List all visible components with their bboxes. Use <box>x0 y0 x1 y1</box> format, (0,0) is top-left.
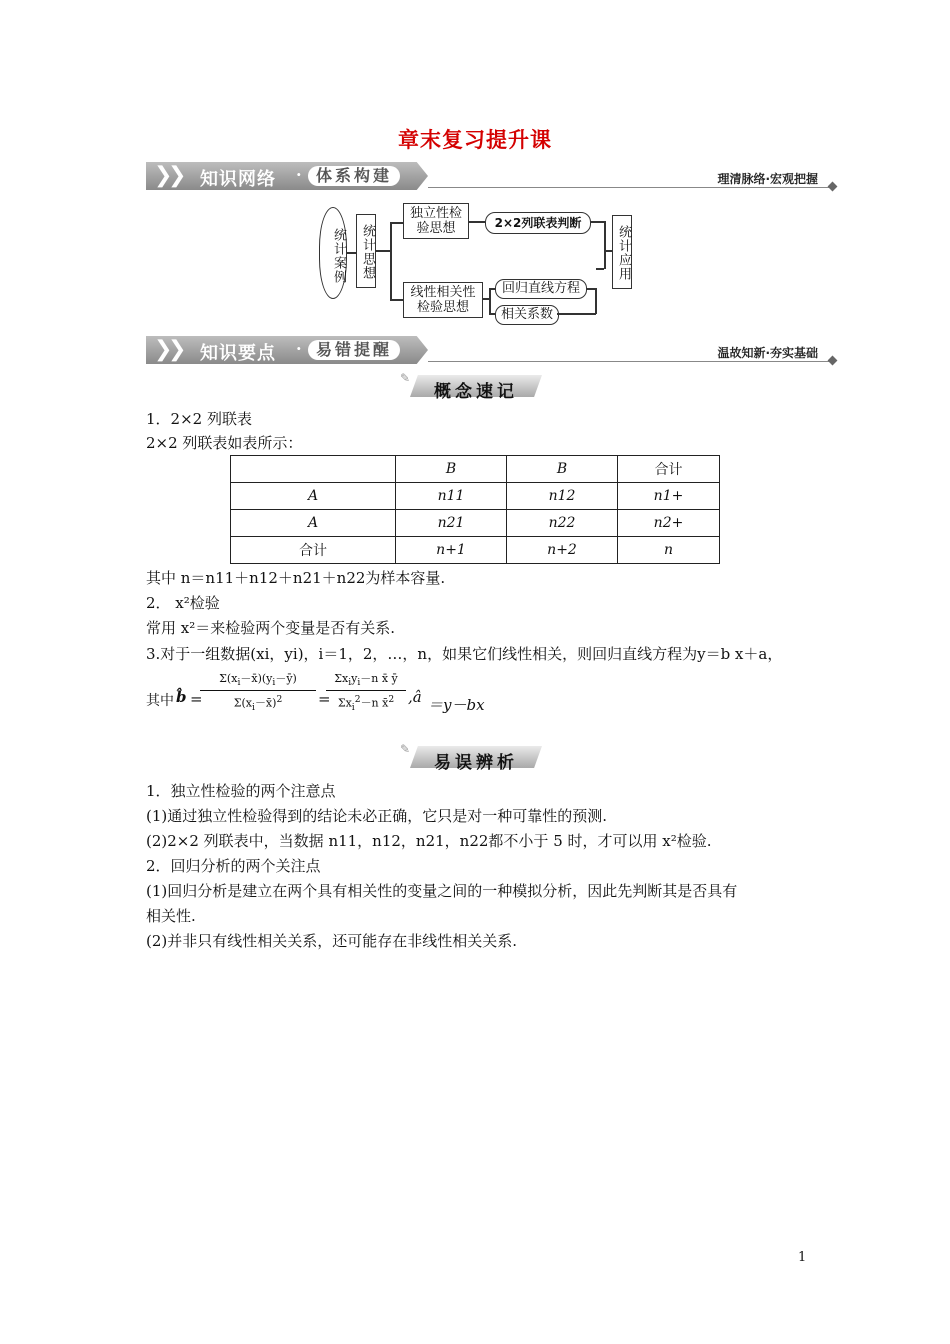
connector <box>604 221 606 269</box>
connector <box>390 222 392 300</box>
banner-pill: 易错提醒 <box>308 340 400 360</box>
table-cell: n12 <box>507 483 618 510</box>
diagram-root: 统计案例 <box>319 207 347 299</box>
connector <box>604 250 612 252</box>
banner-dot: · <box>296 165 302 184</box>
subsection-label: 易误辨析 <box>434 753 518 773</box>
table-row <box>231 456 720 483</box>
chevron-icon: ❯ <box>168 163 187 188</box>
table-cell: A <box>231 483 396 510</box>
table-cell: n2+ <box>618 510 720 537</box>
fraction-2-numerator: $\Sigma x_iy_i-n$ x̄ ȳ <box>326 670 406 691</box>
diagram-linear-label: 线性相关性检验思想 <box>410 285 476 315</box>
concept-item3-text: 3.对于一组数据(xi，yi)，i＝1，2，…，n，如果它们线性相关，则回归直线方程为y＝b x＋a， <box>146 645 783 663</box>
banner-rule <box>428 187 832 188</box>
table-cell: n+2 <box>507 537 618 564</box>
connector <box>390 299 403 301</box>
diagram-table-judge: 2×2列联表判断 <box>485 212 591 234</box>
connector <box>469 221 485 223</box>
connector <box>347 252 356 254</box>
diagram-independence <box>403 203 469 239</box>
table-cell: n21 <box>396 510 507 537</box>
connector <box>390 222 403 224</box>
diagram-independence-label: 独立性检验思想 <box>409 206 462 236</box>
concept-item2-text: 常用 x²＝来检验两个变量是否有关系. <box>146 619 396 637</box>
pencil-icon: ✎ <box>400 742 411 756</box>
section-banner-key-points <box>146 336 836 366</box>
error-2-point-1b: 相关性. <box>146 907 196 925</box>
fraction-1-denominator: $\Sigma(x_i-x̄)^2$ <box>233 694 283 714</box>
error-1-title: 1．独立性检验的两个注意点 <box>146 782 336 800</box>
connector <box>557 313 596 315</box>
concept-item1-note: 其中 n＝n11＋n12＋n21＋n22为样本容量. <box>146 569 446 587</box>
diagram-regression: 回归直线方程 <box>495 279 587 299</box>
error-2-title: 2．回归分析的两个关注点 <box>146 857 321 875</box>
error-1-point-2: (2)2×2 列联表中，当数据 n11，n12，n21，n22都不小于 5 时，才可以用 x²检验. <box>146 832 712 850</box>
connector <box>596 268 604 270</box>
table-cell: n11 <box>396 483 507 510</box>
diamond-icon <box>828 182 838 192</box>
table-row <box>231 537 720 564</box>
diagram-thinking: 统计思想 <box>356 214 376 288</box>
fraction-2 <box>326 670 406 713</box>
chevron-icon: ❯ <box>168 337 187 362</box>
subsection-label: 概念速记 <box>434 382 518 402</box>
contingency-table <box>230 455 720 564</box>
connector <box>489 288 491 314</box>
banner-right-text: 温故知新·夯实基础 <box>717 346 818 360</box>
connector <box>376 250 390 252</box>
error-2-point-1a: (1)回归分析是建立在两个具有相关性的变量之间的一种模拟分析，因此先判断其是否具有 <box>146 882 738 900</box>
table-row <box>231 483 720 510</box>
diamond-icon <box>828 356 838 366</box>
formula-prefix: 其中 <box>146 693 174 709</box>
pencil-icon: ✎ <box>400 371 411 385</box>
diagram-correlation: 相关系数 <box>495 305 559 325</box>
connector <box>595 288 597 314</box>
table-row <box>231 510 720 537</box>
concept-item1-intro: 2×2 列联表如表所示： <box>146 434 303 452</box>
banner-rule <box>428 361 832 362</box>
equals-sign: = <box>190 690 203 708</box>
subsection-concepts <box>400 371 542 402</box>
connector <box>482 298 489 300</box>
fraction-1 <box>200 670 316 713</box>
fraction-2-denominator: $\Sigma x_i^2-n$ x̄$^2$ <box>337 694 395 714</box>
table-cell: B <box>396 456 507 483</box>
error-1-point-1: (1)通过独立性检验得到的结论未必正确，它只是对一种可靠性的预测. <box>146 807 608 825</box>
table-cell: B <box>507 456 618 483</box>
error-2-point-2: (2)并非只有线性相关关系，还可能存在非线性相关关系. <box>146 932 518 950</box>
table-cell: n1+ <box>618 483 720 510</box>
table-cell: n22 <box>507 510 618 537</box>
connector <box>590 221 604 223</box>
diagram-application: 统计应用 <box>612 215 632 289</box>
chevron-icon: ❯ <box>154 163 173 188</box>
banner-main-text: 知识要点 <box>200 343 276 364</box>
table-cell <box>231 456 396 483</box>
banner-main-text: 知识网络 <box>200 169 276 190</box>
table-cell: A <box>231 510 396 537</box>
a-hat-symbol: ,â <box>408 688 422 706</box>
banner-dot: · <box>296 339 302 358</box>
chevron-icon: ❯ <box>154 337 173 362</box>
banner-right-text: 理清脉络·宏观把握 <box>717 172 818 186</box>
page-title: 章末复习提升课 <box>398 127 552 152</box>
table-cell: n+1 <box>396 537 507 564</box>
concept-item2-title: 2． x²检验 <box>146 594 220 612</box>
b-hat-symbol: b̂ <box>176 688 187 706</box>
diagram-linear <box>403 282 483 318</box>
equals-sign: = <box>318 690 331 708</box>
page-number: 1 <box>798 1250 807 1265</box>
formula-tail: ＝y－bx <box>428 696 485 714</box>
table-cell: 合计 <box>231 537 396 564</box>
table-cell: n <box>618 537 720 564</box>
subsection-errors <box>400 742 542 773</box>
regression-formula <box>146 668 746 730</box>
concept-item1-title: 1．2×2 列联表 <box>146 410 252 428</box>
fraction-1-numerator: $\Sigma(x_i-x̄)(y_i-ȳ)$ <box>200 670 316 691</box>
section-banner-knowledge-network <box>146 162 836 192</box>
banner-pill: 体系构建 <box>308 166 400 186</box>
table-cell: 合计 <box>618 456 720 483</box>
